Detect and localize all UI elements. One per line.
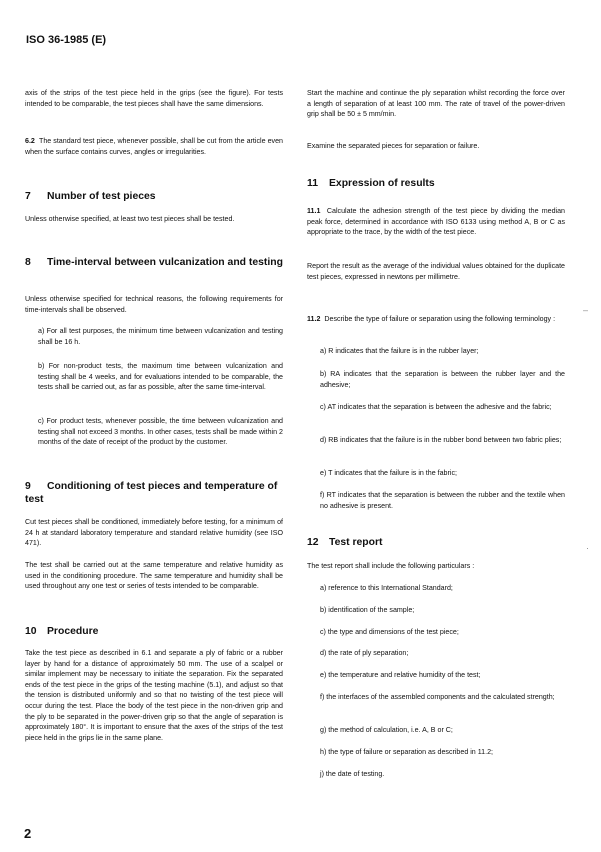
heading-10 xyxy=(25,626,283,639)
heading-title: Number of test pieces xyxy=(47,191,156,202)
term-e: e) T indicates that the failure is in the fabric; xyxy=(320,469,457,477)
heading-number: 9 xyxy=(25,481,31,492)
clause-11-2 xyxy=(307,314,565,325)
clause-11-1 xyxy=(307,206,565,238)
clause-text: The standard test piece, whenever possible, shall be cut from the article even when the surface contains curves, angles or irregularities. xyxy=(25,137,283,156)
term-a: a) R indicates that the failure is in the rubber layer; xyxy=(320,347,479,355)
document-header: ISO 36-1985 (E) xyxy=(26,34,107,46)
margin-mark: – xyxy=(583,305,589,315)
heading-title: Procedure xyxy=(47,626,99,637)
paragraph-12: The test report shall include the following particulars : xyxy=(307,562,475,570)
report-item-j: j) the date of testing. xyxy=(320,770,385,778)
paragraph-axis: axis of the strips of the test piece held in the grips (see the figure). For tests intended to be comparable, the test pieces shall have the same dimensions. xyxy=(25,89,283,108)
heading-title: Expression of results xyxy=(329,178,435,189)
clause-text: Describe the type of failure or separation using the following terminology : xyxy=(324,315,556,323)
report-item-c: c) the type and dimensions of the test piece; xyxy=(320,628,459,636)
margin-mark: · xyxy=(586,543,589,553)
clause-number: 6.2 xyxy=(25,137,35,145)
heading-number: 11 xyxy=(307,178,318,189)
heading-12 xyxy=(307,537,565,550)
heading-7 xyxy=(25,191,283,204)
paragraph-examine: Examine the separated pieces for separation or failure. xyxy=(307,142,480,150)
paragraph-9b: The test shall be carried out at the same temperature and relative humidity as used in the conditioning procedure. The same temperature and humidity shall be used throughout any one test or series of tests intended to be comparable. xyxy=(25,561,283,591)
report-item-f: f) the interfaces of the assembled components and the calculated strength; xyxy=(320,693,555,701)
heading-title: Conditioning of test pieces and temperature of test xyxy=(25,481,278,505)
paragraph-8: Unless otherwise specified for technical reasons, the following requirements for time-intervals shall be observed. xyxy=(25,295,283,314)
heading-9 xyxy=(25,481,283,506)
list-item-8b: b) For non-product tests, the maximum time between vulcanization and testing shall be 4 weeks, and for evaluations intended to be comparable, the tests shall be carried out, as far as possible, after the same time-interval. xyxy=(38,362,283,392)
term-f: f) RT indicates that the separation is between the rubber and the textile when no adhesive is present. xyxy=(320,491,565,510)
report-item-d: d) the rate of ply separation; xyxy=(320,649,409,657)
report-item-b: b) identification of the sample; xyxy=(320,606,415,614)
heading-title: Time-interval between vulcanization and testing xyxy=(47,257,283,268)
report-item-e: e) the temperature and relative humidity of the test; xyxy=(320,671,481,679)
term-b: b) RA indicates that the separation is between the rubber layer and the adhesive; xyxy=(320,370,565,389)
clause-number: 11.2 xyxy=(307,315,321,323)
heading-8 xyxy=(25,257,283,270)
paragraph-report: Report the result as the average of the individual values obtained for the duplicate test pieces, expressed in newtons per millimetre. xyxy=(307,262,565,281)
paragraph-10: Take the test piece as described in 6.1 and separate a ply of fabric or a rubber layer by hand for a distance of approximately 50 mm. The use of a scalpel or similar implement may be necessary to initiate the separation. Fix the separated ends of the test piece in the grips of the testing machine (5.1), and adjust so that the tension is distributed uniformly and so that no twisting of the test piece will occur during the test. Place the body of the test piece in the non-driven grip and the ply to be separated in the power-driven grip so that the angle of separation is approximately 180°. It is important to ensure that the axes of the strips of the test piece held in the grips lie in the same plane. xyxy=(25,649,283,742)
heading-title: Test report xyxy=(329,537,383,548)
heading-number: 8 xyxy=(25,257,31,268)
term-d: d) RB indicates that the failure is in the rubber bond between two fabric plies; xyxy=(320,436,562,444)
heading-number: 7 xyxy=(25,191,31,202)
heading-number: 12 xyxy=(307,537,319,548)
clause-number: 11.1 xyxy=(307,207,321,215)
page-number: 2 xyxy=(24,826,32,841)
clause-6-2 xyxy=(25,136,283,157)
report-item-g: g) the method of calculation, i.e. A, B or C; xyxy=(320,726,453,734)
paragraph-9a: Cut test pieces shall be conditioned, immediately before testing, for a minimum of 24 h at standard laboratory temperature and standard relative humidity (see ISO 471). xyxy=(25,518,283,548)
list-item-8c: c) For product tests, whenever possible, the time between vulcanization and testing shall not exceed 3 months. In other cases, tests shall be made within 2 months of the date of receipt of the product by the customer. xyxy=(38,417,283,447)
heading-number: 10 xyxy=(25,626,37,637)
clause-text: Calculate the adhesion strength of the test piece by dividing the median peak force, determined in accordance with ISO 6133 using method A, B or C as appropriate to the trace, by the width of the test piece. xyxy=(307,207,565,237)
report-item-a: a) reference to this International Standard; xyxy=(320,584,453,592)
paragraph-start: Start the machine and continue the ply separation whilst recording the force over a length of separation of at least 100 mm. The rate of travel of the power-driven grip shall be 50 ± 5 mm/min. xyxy=(307,89,565,119)
heading-11 xyxy=(307,178,565,191)
paragraph-7: Unless otherwise specified, at least two test pieces shall be tested. xyxy=(25,215,235,223)
term-c: c) AT indicates that the separation is between the adhesive and the fabric; xyxy=(320,403,552,411)
report-item-h: h) the type of failure or separation as described in 11.2; xyxy=(320,748,493,756)
list-item-8a: a) For all test purposes, the minimum time between vulcanization and testing shall be 16 h. xyxy=(38,327,283,346)
